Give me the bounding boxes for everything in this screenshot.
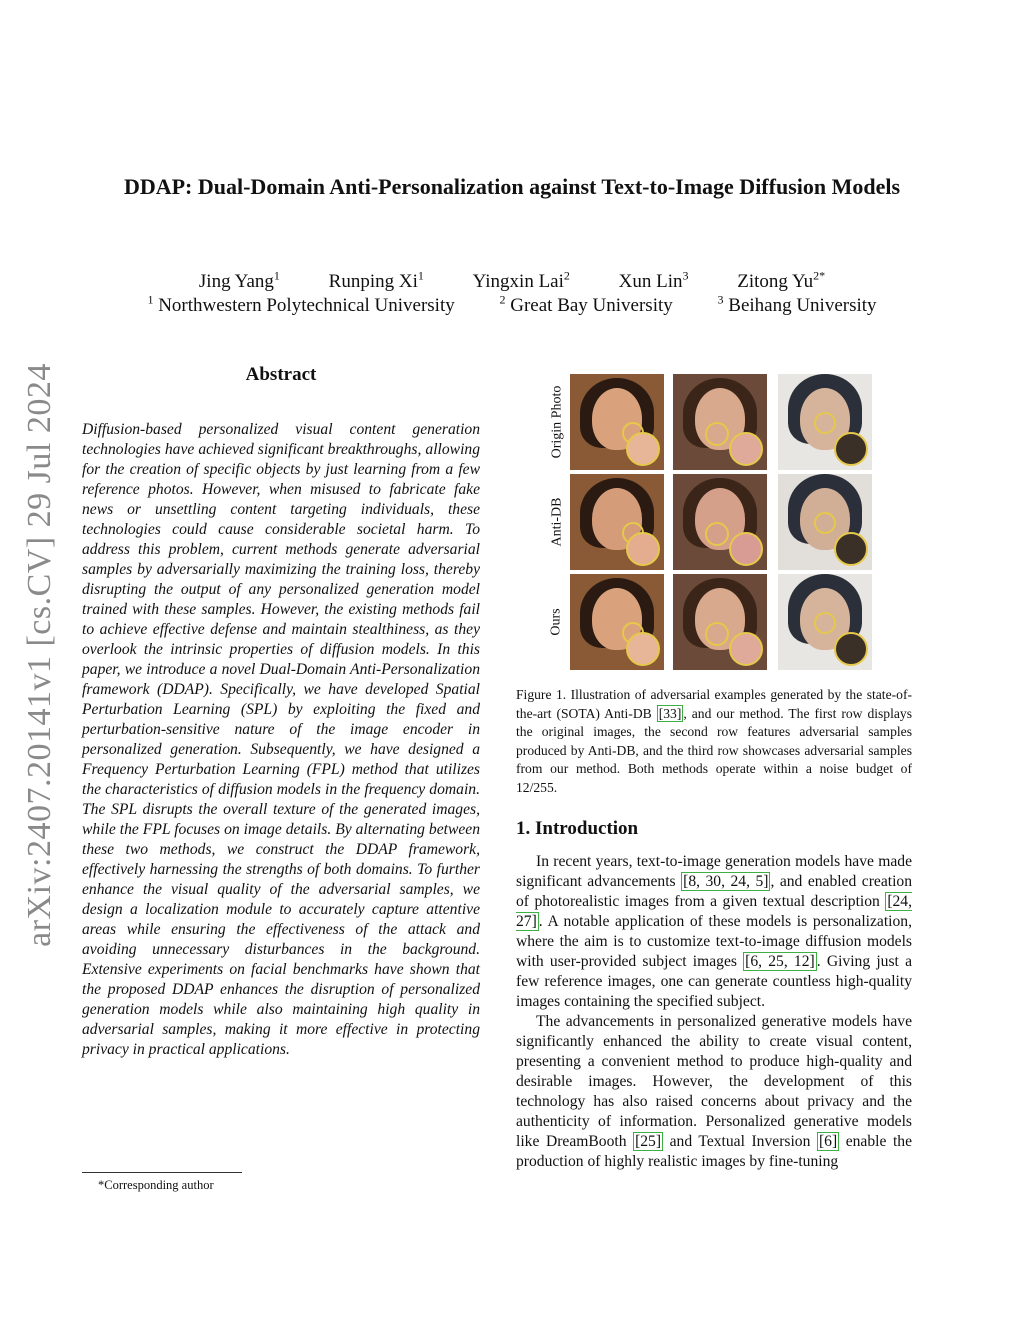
face-photo-tile xyxy=(778,474,872,570)
abstract-text: Diffusion-based personalized visual content generation technologies have achieved significant breakthroughs, allowing for the creation of specific objects by just learning from a few reference photos. However, when misused to fabricate fake news or unsettling content targeting individuals, these technologies could cause considerable societal harm. To address this problem, current methods generate adversarial samples by adversarially maximizing the training loss, thereby disrupting the output of any personalized generation model trained with these samples. However, the existing methods fail to achieve effective defense and maintain stealthiness, as they overlook the intrinsic properties of diffusion models. In this paper, we introduce a novel Dual-Domain Anti-Personalization framework (DDAP). Specifically, we have developed Spatial Perturbation Learning (SPL) by exploiting the fixed and perturbation-sensitive nature of the image encoder in personalized generation. Subsequently, we have designed a Frequency Perturbation Learning (FPL) method that utilizes the characteristics of diffusion models in the frequency domain. The SPL disrupts the overall texture of the generated images, while the FPL focuses on image details. By alternating between these two methods, we construct the DDAP framework, effectively harnessing the strengths of both domains. To further enhance the visual quality of the adversarial samples, we design a localization module to accurately capture attentive areas while ensuring the effectiveness of the attack and avoiding unnecessary disturbances in the background. Extensive experiments on facial benchmarks have shown that the proposed DDAP enhances the disruption of personalized generation models while also maintaining high quality in adversarial samples, making it more effective in protecting privacy in practical applications. xyxy=(82,421,480,1058)
abstract-heading: Abstract xyxy=(245,364,317,385)
face-photo-tile xyxy=(778,574,872,670)
author: Zitong $Yu^{2*}$ xyxy=(737,268,826,292)
introduction-body xyxy=(516,852,912,1172)
face-photo-tile xyxy=(673,474,767,570)
author-block xyxy=(100,270,924,318)
arxiv-sidebar xyxy=(14,360,66,950)
citation-link[interactable]: [25] xyxy=(635,1133,662,1150)
footnote: *Corresponding author xyxy=(98,1178,214,1192)
citation-link[interactable]: [6] xyxy=(818,1133,838,1150)
row-label: Anti-DB xyxy=(549,497,564,547)
affiliation: $^3$ Beihang University xyxy=(717,292,877,316)
paragraph: In recent years, text-to-image generation models have made significant advancements [8, 30, 24, 5] , and enabled creation of photorealistic images from a given textual description [24, 27] . A notable application of these models is personalization, where the aim is to customize text-to-image diffusion models with user-provided subject images [6, 25, 12] . Giving just a few reference images, one can generate countless high-quality images containing the specified subject. xyxy=(516,853,913,1010)
figure-caption: Figure 1. Illustration of adversarial examples generated by the state-of-the-art (SOTA) Anti-DB [33] , and our method. The first row displays the original images, the second row features adversarial samples produced by Anti-DB, and the third row showcases adversarial samples from our method. Both methods operate within a noise budget of 12/255. xyxy=(516,687,912,795)
citation-link[interactable]: [6, 25, 12] xyxy=(745,953,815,970)
citation-link[interactable]: [33] xyxy=(658,705,682,721)
citation-link[interactable]: [24, 27] xyxy=(516,893,912,930)
figure-1 xyxy=(546,370,876,674)
face-photo-tile xyxy=(570,474,664,570)
author: Jing Yang$^1$ xyxy=(198,268,280,292)
arxiv-id: arXiv:2407.20141v1 [cs.CV] 29 Jul 2024 xyxy=(21,363,58,947)
row-label: Origin Photo xyxy=(549,385,565,459)
row-label: Ours xyxy=(549,608,565,636)
author: Yingxin Lai$^2$ xyxy=(472,268,570,292)
face-photo-tile xyxy=(570,574,664,670)
paragraph: The advancements in personalized generative models have significantly enhanced the ability to create visual content, presenting a convenient method to produce high-quality and desirable images. However, the development of this technology has also raised concerns about privacy and the authenticity of information. Personalized generative models like DreamBooth [25] and Textual Inversion [6] enable the production of highly realistic images by fine-tuning xyxy=(516,1013,912,1170)
paper-title: DDAP: Dual-Domain Anti-Personalization against Text-to-Image Diffusion Models xyxy=(123,174,901,199)
face-photo-tile xyxy=(570,374,664,470)
face-photo-tile xyxy=(673,574,767,670)
affiliation: $^1$ Northwestern Polytechnical University xyxy=(147,292,455,316)
face-photo-tile xyxy=(778,374,872,470)
footnote-rule xyxy=(82,1172,242,1173)
affiliation: $^2$ Great Bay University xyxy=(499,292,673,316)
section-heading: 1. Introduction xyxy=(516,818,639,839)
author: Xun Lin$^3$ xyxy=(618,268,689,292)
citation-link[interactable]: [8, 30, 24, 5] xyxy=(683,873,769,890)
face-photo-tile xyxy=(673,374,767,470)
author: Runping Xi$^1$ xyxy=(328,268,424,292)
